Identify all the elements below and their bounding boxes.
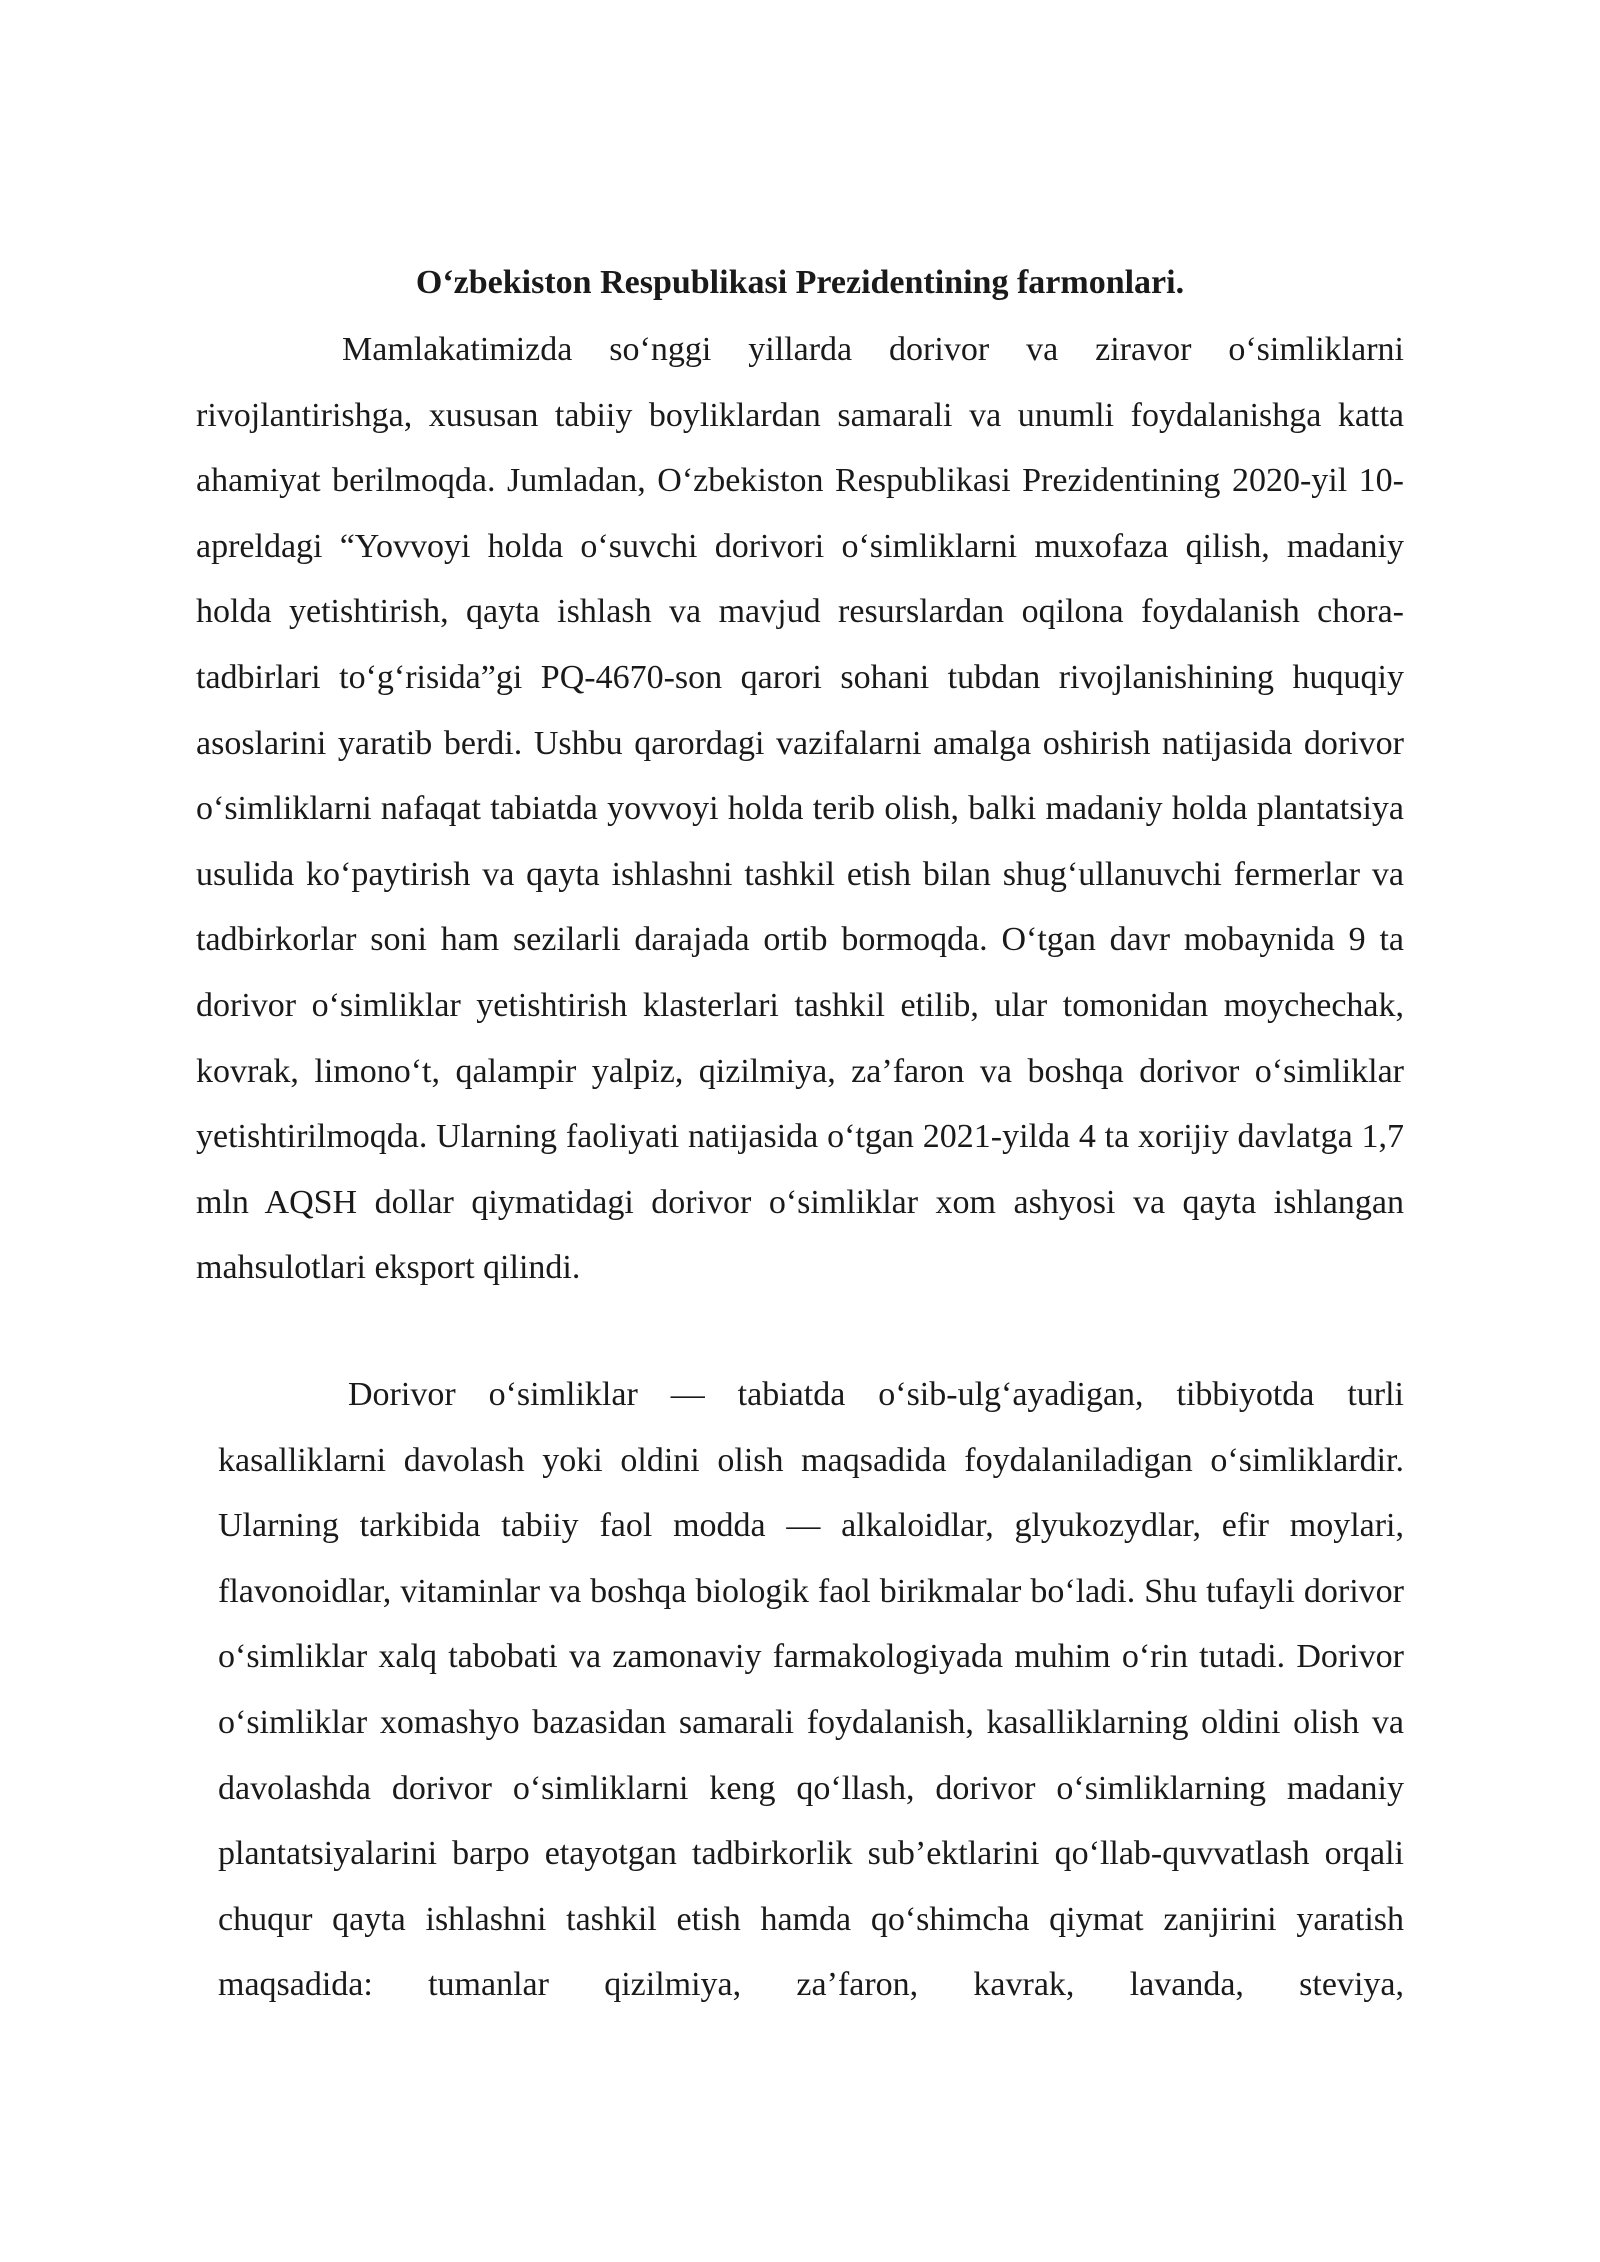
paragraph-medicinal-plants-decree: Mamlakatimizda so‘nggi yillarda dorivor va ziravor o‘simliklarni rivojlantirishga, xususan tabiiy boyliklardan samarali va unumli foydalanishga katta ahamiyat berilmoqda. Jumladan, O‘zbekiston Respublikasi Prezidentining 2020-yil 10-apreldagi “Yovvoyi holda o‘suvchi dorivori o‘simliklarni muxofaza qilish, madaniy holda yetishtirish, qayta ishlash va mavjud resurslardan oqilona foydalanish chora-tadbirlari to‘g‘risida”gi PQ-4670-son qarori sohani tubdan rivojlanishining huquqiy asoslarini yaratib berdi. Ushbu qarordagi vazifalarni amalga oshirish natijasida dorivor o‘simliklarni nafaqat tabiatda yovvoyi holda terib olish, balki madaniy holda plantatsiya usulida ko‘paytirish va qayta ishlashni tashkil etish bilan shug‘ullanuvchi fermerlar va tadbirkorlar soni ham sezilarli darajada ortib bormoqda. O‘tgan davr mobaynida 9 ta dorivor o‘simliklar yetishtirish klasterlari tashkil etilib, ular tomonidan moychechak, kovrak, limono‘t, qalampir yalpiz, qizilmiya, za’faron va boshqa dorivor o‘simliklar yetishtirilmoqda. Ularning faoliyati natijasida o‘tgan 2021-yilda 4 ta xorijiy davlatga 1,7 mln AQSH dollar qiymatidagi dorivor o‘simliklar xom ashyosi va qayta ishlangan mahsulotlari eksport qilindi.	[196, 331, 1404, 1287]
document-title: O‘zbekiston Respublikasi Prezidentining farmonlari.	[415, 264, 1185, 301]
paragraph-medicinal-plants-definition: Dorivor o‘simliklar — tabiatda o‘sib-ulg‘ayadigan, tibbiyotda turli kasalliklarni davolash yoki oldini olish maqsadida foydalaniladigan o‘simliklardir. Ularning tarkibida tabiiy faol modda — alkaloidlar, glyukozydlar, efir moylari, flavonoidlar, vitaminlar va boshqa biologik faol birikmalar bo‘ladi. Shu tufayli dorivor o‘simliklar xalq tabobati va zamonaviy farmakologiyada muhim o‘rin tutadi. Dorivor o‘simliklar xomashyo bazasidan samarali foydalanish, kasalliklarning oldini olish va davolashda dorivor o‘simliklarni keng qo‘llash, dorivor o‘simliklarning madaniy plantatsiyalarini barpo etayotgan tadbirkorlik sub’ektlarini qo‘llab-quvvatlash orqali chuqur qayta ishlashni tashkil etish hamda qo‘shimcha qiymat zanjirini yaratish maqsadida: tumanlar qizilmiya, za’faron, kavrak, lavanda, steviya,	[218, 1376, 1404, 2004]
